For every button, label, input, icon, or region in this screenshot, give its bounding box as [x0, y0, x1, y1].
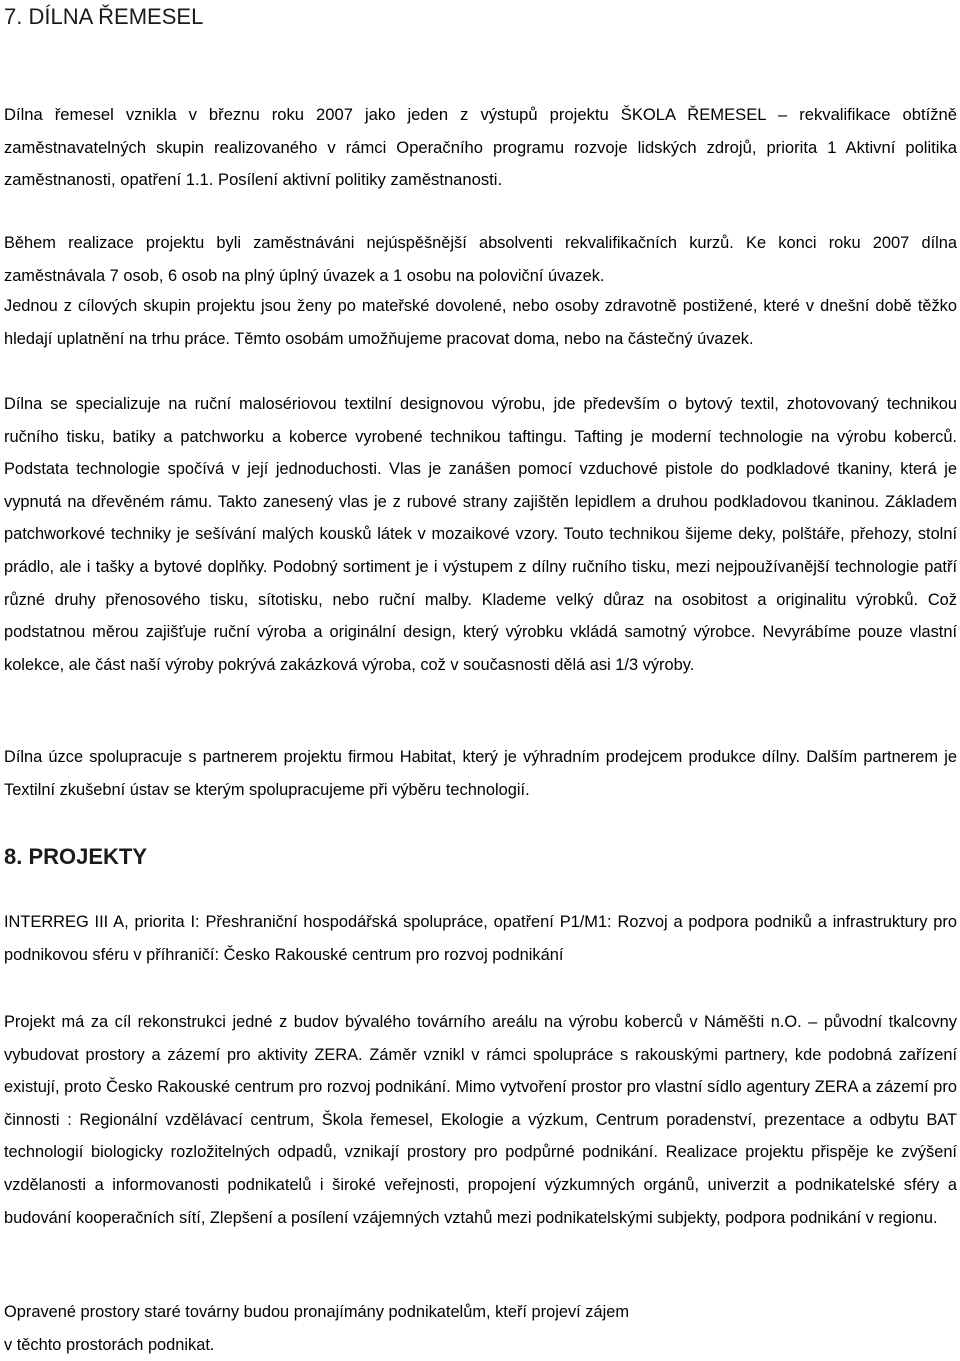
section-8-paragraph-project-goal: Projekt má za cíl rekonstrukci jedné z budov bývalého továrního areálu na výrobu koberců v Náměšti n.O. – původní tkalcovny vybudovat prostory a zázemí pro aktivity ZERA. Záměr vznikl v rámci spolupráce s rakouskými partnery, kde podobná zařízení existují, proto Česko Rakouské centrum pro rozvoj podnikání. Mimo vytvoření prostor pro vlastní sídlo agentury ZERA a zázemí pro činnosti : Regionální vzdělávací centrum, Škola řemesel, Ekologie a výzkum, Centrum poradenství, prezentace a odbytu BAT technologií biologicky rozložitelných odpadů, vznikají prostory pro podpůrné podnikání. Realizace projektu přispěje ke zvýšení vzdělanosti a informovanosti podnikatelů i široké veřejnosti, propojení výzkumných orgánů, univerzit a podnikatelské sféry a budování kooperačních sítí, Zlepšení a posílení vzájemných vztahů mezi podnikatelskými subjekty, podpora podnikání v regionu. — [4, 1013, 957, 1227]
section-8-paragraph-interreg: INTERREG III A, priorita I: Přeshraniční hospodářská spolupráce, opatření P1/M1: Rozvoj a podpora podniků a infrastruktury pro podnikovou sféru v příhraničí: Česko Rakouské centrum pro rozvoj podnikání — [4, 913, 957, 964]
section-7-paragraph-employment: Během realizace projektu byli zaměstnáváni nejúspěšnější absolventi rekvalifikačních kurzů. Ke konci roku 2007 dílna zaměstnávala 7 osob, 6 osob na plný úplný úvazek a 1 osobu na poloviční úvazek. — [4, 234, 957, 285]
section-8-paragraph-rental — [4, 1296, 957, 1361]
section-7-paragraph-intro: Dílna řemesel vznikla v březnu roku 2007 jako jeden z výstupů projektu ŠKOLA ŘEMESEL – rekvalifikace obtížně zaměstnavatelných skupin realizovaného v rámci Operačního programu rozvoje lidských zdrojů, priorita 1 Aktivní politika zaměstnanosti, opatření 1.1. Posílení aktivní politiky zaměstnanosti. — [4, 105, 957, 190]
section-8-heading: 8. PROJEKTY — [4, 844, 148, 869]
section-7-paragraph-target-groups: Jednou z cílových skupin projektu jsou ženy po mateřské dovolené, nebo osoby zdravotně postižené, které v dnešní době těžko hledají uplatnění na trhu práce. Těmto osobám umožňujeme pracovat doma, nebo na částečný úvazek. — [4, 297, 957, 348]
section-7-heading: 7. DÍLNA ŘEMESEL — [4, 4, 204, 29]
section-7-paragraph-partners: Dílna úzce spolupracuje s partnerem projektu firmou Habitat, který je výhradním prodejcem produkce dílny. Dalším partnerem je Textilní zkušební ústav se kterým spolupracujeme při výběru technologií. — [4, 748, 957, 799]
rental-line-2: v těchto prostorách podnikat. — [4, 1335, 215, 1354]
rental-line-1: Opravené prostory staré továrny budou pronajímány podnikatelům, kteří projeví zájem — [4, 1303, 629, 1321]
section-7-paragraph-specialization: Dílna se specializuje na ruční malosériovou textilní designovou výrobu, jde především o bytový textil, zhotovovaný technikou ručního tisku, batiky a patchworku a koberce vyrobené technikou taftingu. Tafting je moderní technologie na výrobu koberců. Podstata technologie spočívá v její jednoduchosti. Vlas je zanášen pomocí vzduchové pistole do podkladové tkaniny, která je vypnutá na dřevěném rámu. Takto zanesený vlas je z rubové strany zajištěn lepidlem a druhou podkladovou tkaninou. Základem patchworkové techniky je sešívání malých kousků látek v mozaikové vzory. Touto technikou šijeme deky, polštáře, přehozy, stolní prádlo, ale i tašky a bytové doplňky. Podobný sortiment je i výstupem z dílny ručního tisku, mezi nejpoužívanější technologie patří různé druhy přenosového tisku, sítotisku, nebo ruční malby. Klademe velký důraz na osobitost a originalitu výrobků. Což podstatnou měrou zajišťuje ruční výroba a originální design, který výrobku vkládá samotný výrobce. Nevyrábíme pouze vlastní kolekce, ale část naší výroby pokrývá zakázková výroba, což v současnosti dělá asi 1/3 výroby. — [4, 395, 957, 674]
